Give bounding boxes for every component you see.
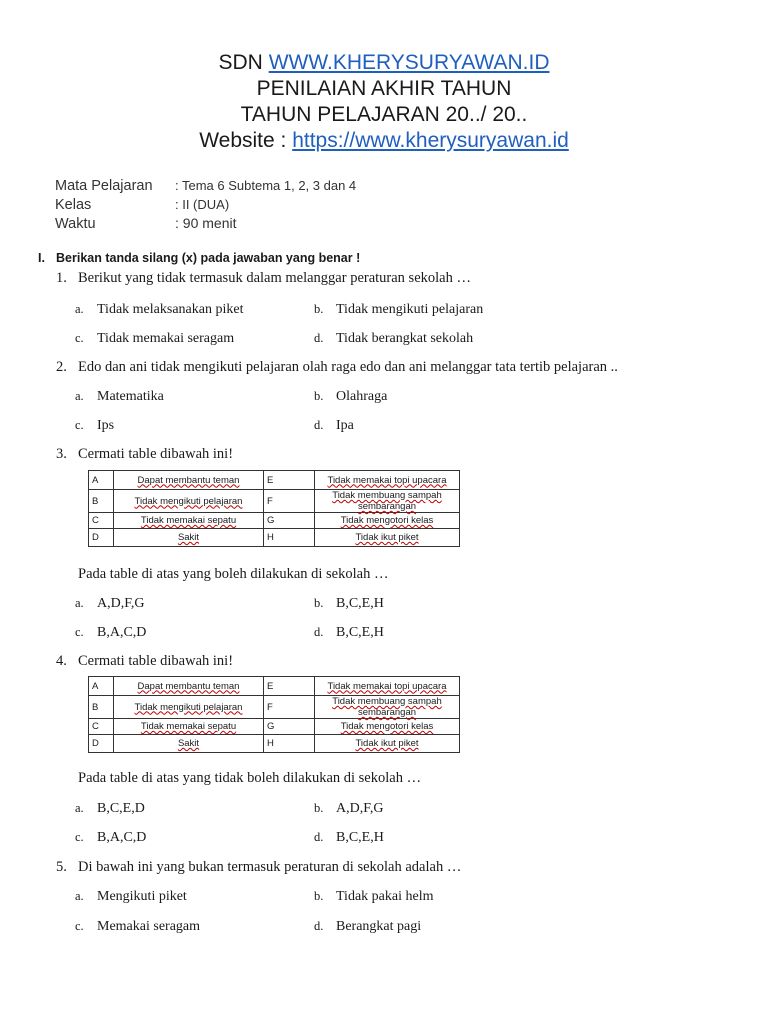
option-a[interactable] [75,389,164,405]
table-cell [114,471,264,490]
table-cell-text: Tidak membuang sampah sembarangan [332,696,442,718]
option-d[interactable] [314,919,421,935]
option-d[interactable] [314,331,473,347]
meta-value: : 90 menit [175,215,237,231]
table-row [89,677,460,696]
table-cell-text: Tidak ikut piket [355,532,419,543]
option-letter: b. [314,596,324,610]
option-b[interactable] [314,389,387,405]
table-cell [315,677,460,696]
table-row [89,696,460,719]
option-b[interactable] [314,302,483,318]
section-number: I. [38,251,45,265]
table-cell: C [89,513,114,529]
option-text: Tidak memakai seragam [97,331,235,346]
table-cell: B [89,490,114,513]
table-row [89,719,460,735]
section-text: Berikan tanda silang (x) pada jawaban yang benar ! [56,251,361,265]
header-school-link[interactable]: WWW.KHERYSURYAWAN.ID [268,51,550,74]
exam-meta [55,176,356,233]
option-c[interactable] [75,919,200,935]
option-d[interactable] [314,830,384,846]
table-cell: E [264,471,315,490]
option-text: Olahraga [336,389,388,404]
table-cell [315,529,460,547]
table-row [89,490,460,513]
table-cell-text: Tidak membuang sampah sembarangan [332,490,442,512]
option-letter: b. [314,889,324,903]
option-letter: a. [75,801,84,815]
section-instruction [38,251,360,265]
question-3 [56,446,233,463]
table-cell-text: Tidak ikut piket [355,738,419,749]
option-letter: b. [314,389,324,403]
header-school-line [0,50,768,76]
table-cell [114,719,264,735]
table-cell: B [89,696,114,719]
option-text: B,A,C,D [97,830,147,845]
option-c[interactable] [75,625,146,641]
header-exam-title: PENILAIAN AKHIR TAHUN [256,77,512,100]
meta-row-class [55,195,356,214]
option-text: Memakai seragam [97,919,201,934]
table-cell-text: Tidak mengikuti pelajaran [134,701,243,713]
meta-value: : II (DUA) [175,197,230,212]
table-cell-text: Dapat membantu teman [137,680,240,692]
header-website-link[interactable]: https://www.kherysuryawan.id [292,129,569,152]
table-cell [114,696,264,719]
option-a[interactable] [75,596,145,612]
behavior-table [88,470,460,547]
option-letter: c. [75,830,84,844]
meta-value: : Tema 6 Subtema 1, 2, 3 dan 4 [175,178,357,193]
option-letter: c. [75,625,84,639]
option-letter: d. [314,331,324,345]
document-header [0,50,768,154]
table-cell-text: Dapat membantu teman [137,474,240,486]
table-row [89,529,460,547]
option-letter: a. [75,302,84,316]
option-text: B,C,E,D [97,801,145,816]
table-cell-text: Tidak memakai topi upacara [327,680,447,692]
question-subtext: Pada table di atas yang boleh dilakukan di sekolah … [78,566,389,582]
question-text: Berikut yang tidak termasuk dalam melanggar peraturan sekolah … [78,270,471,286]
option-letter: d. [314,625,324,639]
option-text: Tidak mengikuti pelajaran [336,302,484,317]
table-cell: G [264,513,315,529]
question-text: Di bawah ini yang bukan termasuk peraturan di sekolah adalah … [78,859,462,875]
table-cell: G [264,719,315,735]
option-letter: c. [75,331,84,345]
option-c[interactable] [75,331,234,347]
table-cell [315,471,460,490]
option-text: Tidak berangkat sekolah [336,331,474,346]
table-cell [315,735,460,753]
table-cell-text: Tidak memakai sepatu [140,721,237,732]
table-cell [315,719,460,735]
question-number: 1. [56,270,67,286]
meta-row-time [55,214,356,233]
option-c[interactable] [75,418,114,434]
option-text: A,D,F,G [97,596,145,611]
table-row [89,735,460,753]
option-a[interactable] [75,801,145,817]
table-cell-text: Tidak memakai topi upacara [327,474,447,486]
option-c[interactable] [75,830,146,846]
option-letter: b. [314,801,324,815]
option-text: B,A,C,D [97,625,147,640]
option-letter: a. [75,596,84,610]
question-number: 3. [56,446,67,462]
option-text: B,C,E,H [336,625,384,640]
option-a[interactable] [75,889,187,905]
question-text: Edo dan ani tidak mengikuti pelajaran olah raga edo dan ani melanggar tata tertib pelajaran .. [78,359,618,375]
table-cell [114,513,264,529]
option-b[interactable] [314,801,384,817]
option-text: Ipa [336,418,354,433]
question-number: 2. [56,359,67,375]
option-b[interactable] [314,889,433,905]
option-letter: c. [75,418,84,432]
meta-key: Kelas [55,197,92,213]
table-cell-text: Sakit [177,532,200,543]
option-letter: a. [75,389,84,403]
option-a[interactable] [75,302,243,318]
meta-row-subject [55,176,356,195]
behavior-table [88,676,460,753]
meta-key: Mata Pelajaran [55,178,153,194]
option-d[interactable] [314,418,354,434]
option-text: Berangkat pagi [336,919,422,934]
question-2 [56,359,618,376]
question-text: Cermati table dibawah ini! [78,446,234,462]
option-text: Ips [97,418,115,433]
table-cell-text: Sakit [177,738,200,749]
table-cell [315,513,460,529]
option-d[interactable] [314,625,384,641]
question-text: Cermati table dibawah ini! [78,653,234,669]
table-cell: D [89,735,114,753]
question-number: 4. [56,653,67,669]
option-text: A,D,F,G [336,801,384,816]
option-b[interactable] [314,596,384,612]
table-cell [315,696,460,719]
table-cell [114,735,264,753]
header-school-prefix: SDN [218,51,269,74]
table-cell: C [89,719,114,735]
table-cell [114,529,264,547]
table-cell: E [264,677,315,696]
meta-key: Waktu [55,216,96,232]
question-subtext: Pada table di atas yang tidak boleh dilakukan di sekolah … [78,770,422,786]
header-website-prefix: Website : [199,129,293,152]
table-cell: H [264,735,315,753]
question-5 [56,859,461,876]
table-cell-text: Tidak mengikuti pelajaran [134,495,243,507]
option-text: Tidak melaksanakan piket [97,302,244,317]
header-school-year: TAHUN PELAJARAN 20../ 20.. [240,103,528,126]
table-cell: D [89,529,114,547]
option-text: B,C,E,H [336,596,384,611]
table-row [89,513,460,529]
table-cell: A [89,471,114,490]
table-cell-text: Tidak memakai sepatu [140,515,237,526]
table-cell: F [264,696,315,719]
table-cell: F [264,490,315,513]
option-text: Mengikuti piket [97,889,187,904]
table-cell-text: Tidak mengotori kelas [340,721,434,732]
option-letter: c. [75,919,84,933]
option-letter: d. [314,919,324,933]
option-text: B,C,E,H [336,830,384,845]
table-cell [114,490,264,513]
table-cell [315,490,460,513]
option-text: Matematika [97,389,164,404]
table-cell-text: Tidak mengotori kelas [340,515,434,526]
table-cell: A [89,677,114,696]
table-cell [114,677,264,696]
option-letter: d. [314,418,324,432]
table-row [89,471,460,490]
question-1 [56,270,471,287]
header-website-line [0,128,768,154]
option-text: Tidak pakai helm [336,889,434,904]
question-number: 5. [56,859,67,875]
option-letter: b. [314,302,324,316]
option-letter: a. [75,889,84,903]
option-letter: d. [314,830,324,844]
table-cell: H [264,529,315,547]
question-4 [56,653,233,670]
